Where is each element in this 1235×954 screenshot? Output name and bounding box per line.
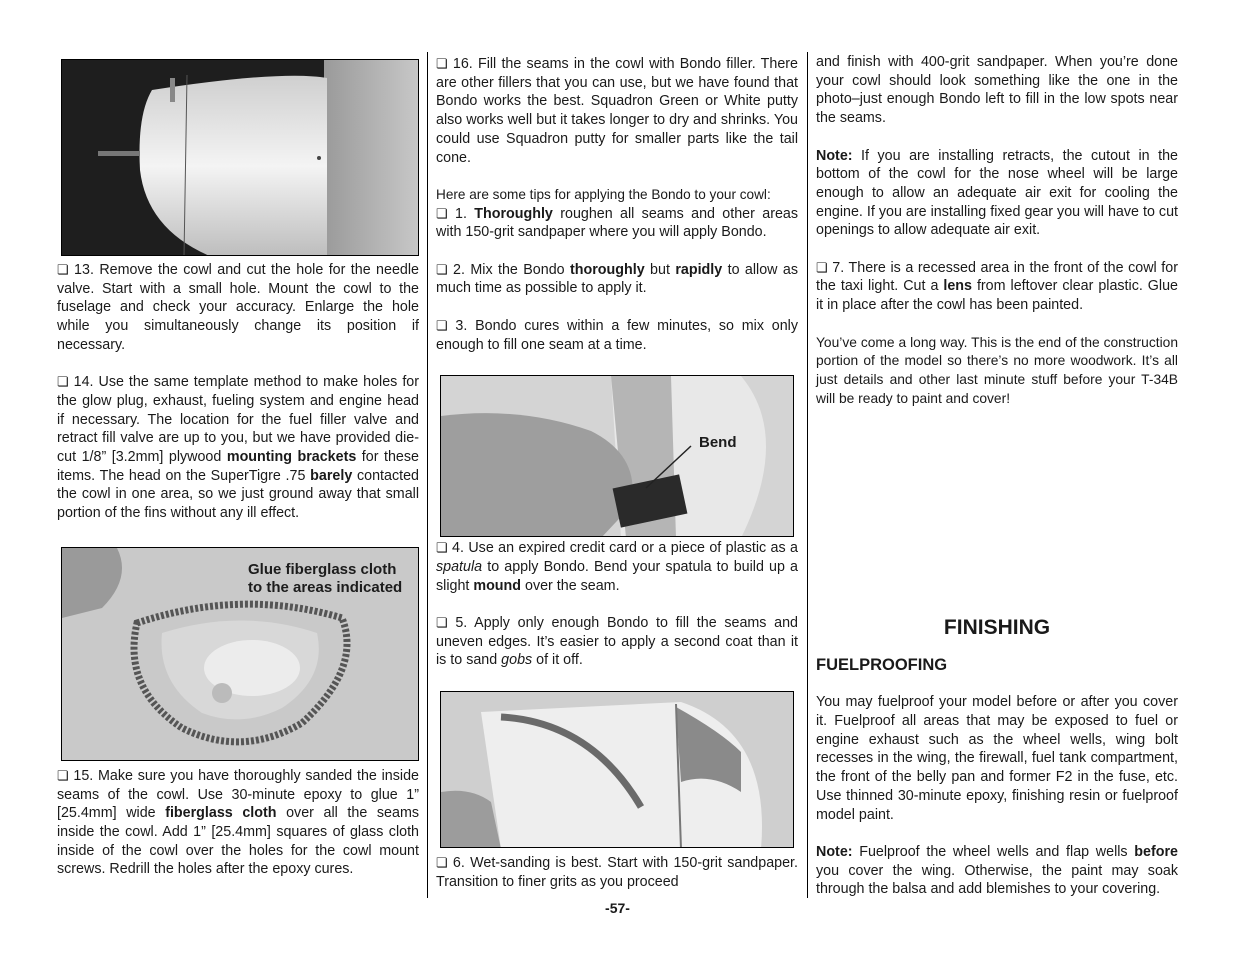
checkbox-icon[interactable]: ❏	[436, 615, 448, 630]
heading-fuelproofing: FUELPROOFING	[816, 656, 948, 675]
photo-label: Glue fiberglass cloth	[248, 560, 397, 578]
checkbox-icon[interactable]: ❏	[816, 259, 828, 275]
photo-label: Bend	[699, 434, 737, 452]
checkbox-icon[interactable]: ❏	[436, 317, 448, 333]
checkbox-icon[interactable]: ❏	[436, 56, 448, 71]
bold-text: mound	[473, 577, 522, 594]
step-15-text: over all the seams inside the cowl. Add 1” [25.4mm] squares of glass cloth inside of the cowl over the holes for the cowl mount screws. Redrill the holes after the epoxy cures.	[57, 805, 419, 878]
photo-cowl-needle-valve	[61, 59, 419, 256]
tip-4-text: 4. Use an expired credit card or a piece of plastic as a	[447, 540, 798, 557]
photo-label: to the areas indicated	[248, 578, 403, 596]
checkbox-icon[interactable]: ❏	[57, 262, 69, 277]
photo-sanded-cowl	[440, 691, 794, 848]
note-text: you cover the wing. Otherwise, the paint may soak through the balsa and add blemishes to your covering.	[816, 862, 1178, 898]
bold-text: rapidly	[675, 261, 723, 278]
tip-5-text: of it off.	[532, 652, 583, 669]
bold-text: Thoroughly	[474, 205, 553, 222]
note-text: Fuelproof the wheel wells and flap wells	[852, 843, 1135, 860]
checkbox-icon[interactable]: ❏	[436, 855, 448, 871]
step-14-text: for these items. The head on the SuperTigre .75	[57, 449, 419, 484]
continuation-text: and finish with 400-grit sandpaper. When you’re done your cowl should look something like the one in the photo–just enough Bondo left to fill in the low spots near the seams.	[816, 54, 1178, 127]
column-divider	[807, 52, 808, 898]
checkbox-icon[interactable]: ❏	[436, 261, 448, 277]
checkbox-icon[interactable]: ❏	[436, 540, 448, 556]
step-13-text: 13. Remove the cowl and cut the hole for the needle valve. Start with a small hole. Mount the cowl to the fuselage and check your accuracy. Enlarge the hole while you simultaneously change its position if necessary.	[57, 262, 419, 353]
column-2	[436, 52, 798, 892]
step-14-text: contacted the cowl in one area, so we just ground away that small portion of the fins without any ill effect.	[57, 467, 419, 522]
step-15-text: 15. Make sure you have thoroughly sanded the inside seams of the cowl. Use 30-minute epoxy to glue 1” [25.4mm] wide	[57, 767, 419, 822]
note-label: Note:	[816, 147, 853, 164]
bold-text: fiberglass cloth	[165, 805, 277, 822]
note-label: Note:	[816, 843, 853, 860]
checkbox-icon[interactable]: ❏	[436, 205, 448, 221]
photo-cowl-fiberglass	[61, 547, 419, 761]
tip-7-text: 7. There is a recessed area in the front of the cowl for the taxi light. Cut a	[816, 259, 1178, 295]
tip-2-text: but	[644, 261, 676, 278]
fuelproof-text: You may fuelproof your model before or after you cover it. Fuelproof all areas that may be exposed to fuel or engine exhaust such as the wheel wells, wing bolt recesses in the wing, the firewall, fuel tank compartment, the front of the belly pan and former F2 in the fuse, etc. Use thinned 30-minute epoxy, finishing resin or fuelproof model paint.	[816, 694, 1178, 823]
closing-text: You’ve come a long way. This is the end of the construction portion of the model so there’s no more woodwork. It’s all just details and other last minute stuff before your T-34B will be ready to paint and cover!	[816, 334, 1178, 406]
page-number: -57-	[605, 900, 630, 916]
checkbox-icon[interactable]: ❏	[57, 767, 69, 783]
tip-7-text: from leftover clear plastic. Glue it in place after the cowl has been painted.	[816, 278, 1178, 314]
bold-text: barely	[310, 467, 353, 484]
column-1	[57, 52, 419, 879]
bold-text: lens	[943, 278, 972, 295]
column-3	[816, 52, 1178, 899]
checkbox-icon[interactable]: ❏	[57, 374, 69, 390]
column-divider	[427, 52, 428, 898]
bold-text: mounting brackets	[226, 449, 357, 466]
italic-text: spatula	[436, 558, 483, 575]
italic-text: gobs	[501, 652, 533, 669]
tip-1-text: 1.	[447, 205, 475, 222]
step-16-text: 16. Fill the seams in the cowl with Bondo filler. There are other fillers that you can use, but we have found that Bondo works the best. Squadron Green or White putty also works well but it takes longer to dry and shrinks. You could use Squadron putty for smaller parts like the tail cone.	[436, 56, 798, 166]
photo-spatula-bend	[440, 375, 794, 537]
tip-6-text: 6. Wet-sanding is best. Start with 150-grit sandpaper. Transition to finer grits as you proceed	[436, 855, 798, 890]
tip-4-text: over the seam.	[521, 577, 620, 594]
note-text: If you are installing retracts, the cutout in the bottom of the cowl for the nose wheel will be large enough to allow an adequate air exit for cooling the engine. If you are installing fixed gear you will have to cut openings to allow adequate air exit.	[816, 147, 1178, 239]
tip-2-text: 2. Mix the Bondo	[447, 261, 570, 278]
tip-4-text: to apply Bondo. Bend your spatula to build up a slight	[436, 558, 798, 594]
tip-2-text: to allow as much time as possible to apply it.	[436, 261, 798, 297]
tips-intro: Here are some tips for applying the Bondo to your cowl:	[436, 186, 771, 202]
heading-finishing: FINISHING	[943, 616, 1051, 640]
step-14-text: 14. Use the same template method to make holes for the glow plug, exhaust, fueling system and engine head if necessary. The location for the fuel filler valve and retract fill valve are up to you, but we have provided die-cut 1/8” [3.2mm] plywood	[57, 374, 419, 466]
tip-5-text: 5. Apply only enough Bondo to fill the seams and uneven edges. It’s easier to apply a second coat than it is to sand	[436, 615, 798, 669]
bold-text: thoroughly	[570, 261, 645, 278]
tip-1-text: roughen all seams and other areas with 150-grit sandpaper where you will apply Bondo.	[436, 205, 798, 241]
bold-text: before	[1134, 843, 1178, 860]
tip-3-text: 3. Bondo cures within a few minutes, so mix only enough to fill one seam at a time.	[436, 317, 798, 353]
